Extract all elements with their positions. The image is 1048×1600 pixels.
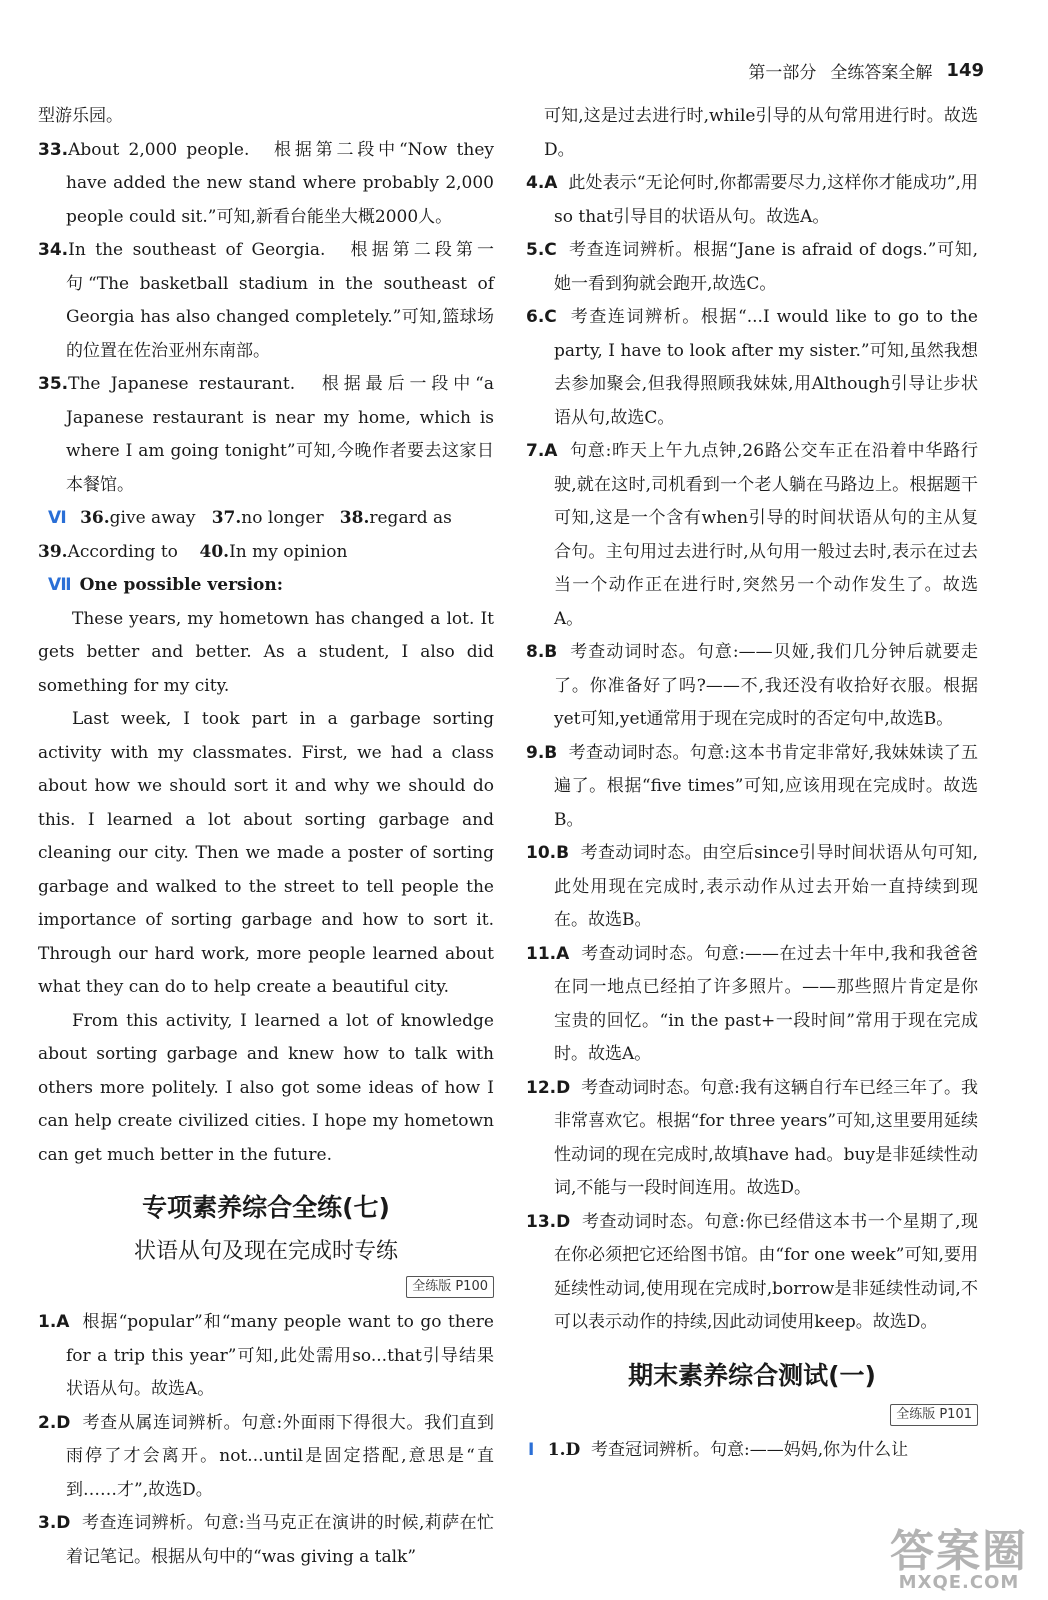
section-vi-label: Ⅵ bbox=[48, 508, 67, 528]
answer-number: 7.A bbox=[526, 441, 558, 461]
essay-paragraph-1: These years, my hometown has changed a lot. It gets better and better. As a student, I also did something for my city. bbox=[38, 608, 494, 696]
answer-text: regard as bbox=[369, 508, 452, 528]
section-i-label: Ⅰ bbox=[528, 1439, 535, 1460]
answer-text: According to bbox=[67, 541, 178, 562]
answer-number: 4.A bbox=[526, 173, 558, 193]
section-vii-label: Ⅶ bbox=[48, 575, 72, 595]
answer-text: 考查动词时态。句意:这本书肯定非常好,我妹妹读了五遍了。根据“five times”可知,应该用现在完成时。故选B。 bbox=[554, 742, 978, 830]
answer-text: In my opinion bbox=[229, 541, 348, 562]
answer-text: 句意:昨天上午九点钟,26路公交车正在沿着中华路行驶,就在这时,司机看到一个老人躺在马路边上。根据题干可知,这是一个含有when引导的时间状语从句的主从复合句。主句用过去进行时,从句用一般过去时,表示在过去当一个动作正在进行时,突然另一个动作发生了。故选A。 bbox=[554, 441, 979, 629]
section-title: 专项素养综合全练(七) bbox=[142, 1193, 390, 1222]
answer-13 bbox=[526, 1206, 978, 1340]
answer-35 bbox=[38, 368, 494, 502]
header-section: 第一部分 bbox=[748, 63, 817, 83]
page-header bbox=[748, 58, 984, 83]
answer-text: 考查从属连词辨析。句意:外面雨下得很大。我们直到雨停了才会离开。not...until是固定搭配,意思是“直到……才”,故选D。 bbox=[66, 1412, 494, 1500]
section-vii-heading bbox=[38, 569, 494, 603]
watermark-url: MXQE.COM bbox=[898, 1572, 1020, 1593]
answer-text: 考查动词时态。句意:你已经借这本书一个星期了,现在你必须把它还给图书馆。由“for one week”可知,要用延续性动词,使用现在完成时,borrow是非延续性动词,不可以表示动作的持续,因此动词使用keep。故选D。 bbox=[554, 1211, 978, 1332]
answer-number: 3.D bbox=[38, 1513, 71, 1533]
watermark-logo bbox=[890, 1526, 1028, 1593]
answer-number: 38. bbox=[339, 508, 370, 528]
answer-text: The Japanese restaurant. 根据最后一段中“a Japanese restaurant is near my home, which is where I am going tonight”可知,今晚作者要去这家日本餐馆。 bbox=[66, 374, 494, 495]
answer-text: 考查连词辨析。根据“Jane is afraid of dogs.”可知,她一看到狗就会跑开,故选C。 bbox=[554, 240, 978, 294]
answer-text: 考查动词时态。句意:我有这辆自行车已经三年了。我非常喜欢它。根据“for three years”可知,这里要用延续性动词的现在完成时,故填have had。buy是非延续性动词,不能与一段时间连用。故选D。 bbox=[554, 1077, 978, 1198]
answer-text: no longer bbox=[241, 508, 324, 528]
answer-6 bbox=[526, 301, 978, 435]
answer-34 bbox=[38, 234, 494, 368]
answer-text: 考查连词辨析。句意:当马克正在演讲的时候,莉萨在忙着记笔记。根据从句中的“was giving a talk” bbox=[66, 1513, 494, 1567]
answer-number: 10.B bbox=[526, 843, 570, 863]
section-title: 期末素养综合测试(一) bbox=[628, 1360, 876, 1390]
answer-33 bbox=[38, 134, 494, 235]
tag-row bbox=[38, 1274, 494, 1298]
answer-number: 40. bbox=[199, 541, 230, 562]
answer-text: In the southeast of Georgia. 根据第二段第一句“The basketball stadium in the southeast of Georgia has also changed completely.”可知,篮球场的位置在佐治亚州东南部。 bbox=[66, 240, 494, 361]
answer-number: 36. bbox=[80, 508, 110, 528]
answer-2 bbox=[38, 1407, 494, 1508]
version-label: One possible version: bbox=[79, 575, 284, 595]
answer-number: 1.D bbox=[547, 1439, 581, 1460]
answer-number: 39. bbox=[38, 541, 68, 562]
answer-number: 1.A bbox=[38, 1312, 70, 1332]
answer-number: 37. bbox=[211, 508, 242, 528]
answer-number: 8.B bbox=[526, 642, 558, 662]
answer-1-final bbox=[526, 1434, 978, 1468]
answer-number: 2.D bbox=[38, 1412, 71, 1433]
answer-10 bbox=[526, 837, 978, 938]
page-number: 149 bbox=[946, 60, 984, 81]
answer-12 bbox=[526, 1072, 978, 1206]
answer-number: 5.C bbox=[526, 240, 557, 260]
answer-text: 根据“popular”和“many people want to go there for a trip this year”可知,此处需用so...that引导结果状语从句。故选A。 bbox=[66, 1312, 494, 1399]
page-ref-tag: 全练版 P100 bbox=[406, 1276, 494, 1298]
answer-8 bbox=[526, 636, 978, 737]
answer-number: 12.D bbox=[526, 1077, 571, 1098]
watermark-text: 答案圈 bbox=[890, 1526, 1028, 1577]
answer-number: 11.A bbox=[526, 943, 570, 964]
continued-text: 可知,这是过去进行时,while引导的从句常用进行时。故选D。 bbox=[544, 106, 978, 160]
section-vi-answers-cont bbox=[38, 536, 494, 570]
answer-4 bbox=[526, 167, 978, 234]
essay-paragraph-3: From this activity, I learned a lot of knowledge about sorting garbage and knew how to talk with others more politely. I also got some ideas of how I can help create civilized cities. I hope my hometown can get much better in the future. bbox=[38, 1010, 494, 1165]
answer-text: 考查动词时态。句意:——在过去十年中,我和我爸爸在同一地点已经拍了许多照片。——那些照片肯定是你宝贵的回忆。“in the past+一段时间”常用于现在完成时。故选A。 bbox=[554, 943, 978, 1064]
answer-text: give away bbox=[109, 508, 196, 528]
answer-3 bbox=[38, 1507, 494, 1574]
answer-text: 考查冠词辨析。句意:——妈妈,你为什么让 bbox=[591, 1439, 909, 1460]
answer-number: 33. bbox=[38, 139, 69, 160]
answer-number: 13.D bbox=[526, 1211, 571, 1232]
answer-text: About 2,000 people. 根据第二段中“Now they have added the new stand where probably 2,000 people could sit.”可知,新看台能坐大概2000人。 bbox=[66, 139, 494, 227]
answer-number: 35. bbox=[38, 374, 69, 394]
answer-11 bbox=[526, 938, 978, 1072]
continued-text: 型游乐园。 bbox=[38, 106, 123, 126]
page-ref-tag: 全练版 P101 bbox=[890, 1404, 978, 1426]
essay-paragraph-2: Last week, I took part in a garbage sorting activity with my classmates. First, we had a class about how we should sort it and why we should do this. I learned a lot about sorting garbage and cleaning our city. Then we made a poster of sorting garbage and walked to the street to tell people the importance of sorting garbage and how to sort it. Through our hard work, more people learned about what they can do to help create a beautiful city. bbox=[38, 709, 494, 997]
answer-text: 考查动词时态。句意:——贝娅,我们几分钟后就要走了。你准备好了吗?——不,我还没有收拾好衣服。根据yet可知,yet通常用于现在完成时的否定句中,故选B。 bbox=[554, 642, 978, 729]
right-column bbox=[526, 100, 978, 1467]
answer-text: 考查动词时态。由空后since引导时间状语从句可知,此处用现在完成时,表示动作从过去开始一直持续到现在。故选B。 bbox=[554, 843, 978, 930]
answer-text: 考查连词辨析。根据“...I would like to go to the party, I have to look after my sister.”可知,虽然我想去参加聚会,但我得照顾我妹妹,用Although引导让步状语从句,故选C。 bbox=[554, 307, 978, 428]
answer-number: 6.C bbox=[526, 307, 557, 327]
answer-5 bbox=[526, 234, 978, 301]
tag-row bbox=[526, 1402, 978, 1426]
section-subtitle: 状语从句及现在完成时专练 bbox=[133, 1239, 398, 1264]
answer-number: 34. bbox=[38, 240, 69, 260]
answer-7 bbox=[526, 435, 978, 636]
answer-1 bbox=[38, 1306, 494, 1407]
answer-number: 9.B bbox=[526, 742, 558, 763]
answer-text: 此处表示“无论何时,你都需要尽力,这样你才能成功”,用so that引导目的状语从句。故选A。 bbox=[554, 173, 978, 227]
answer-9 bbox=[526, 737, 978, 838]
header-title: 全练答案全解 bbox=[830, 63, 933, 83]
left-column bbox=[38, 100, 494, 1574]
section-vi-answers bbox=[38, 502, 494, 536]
